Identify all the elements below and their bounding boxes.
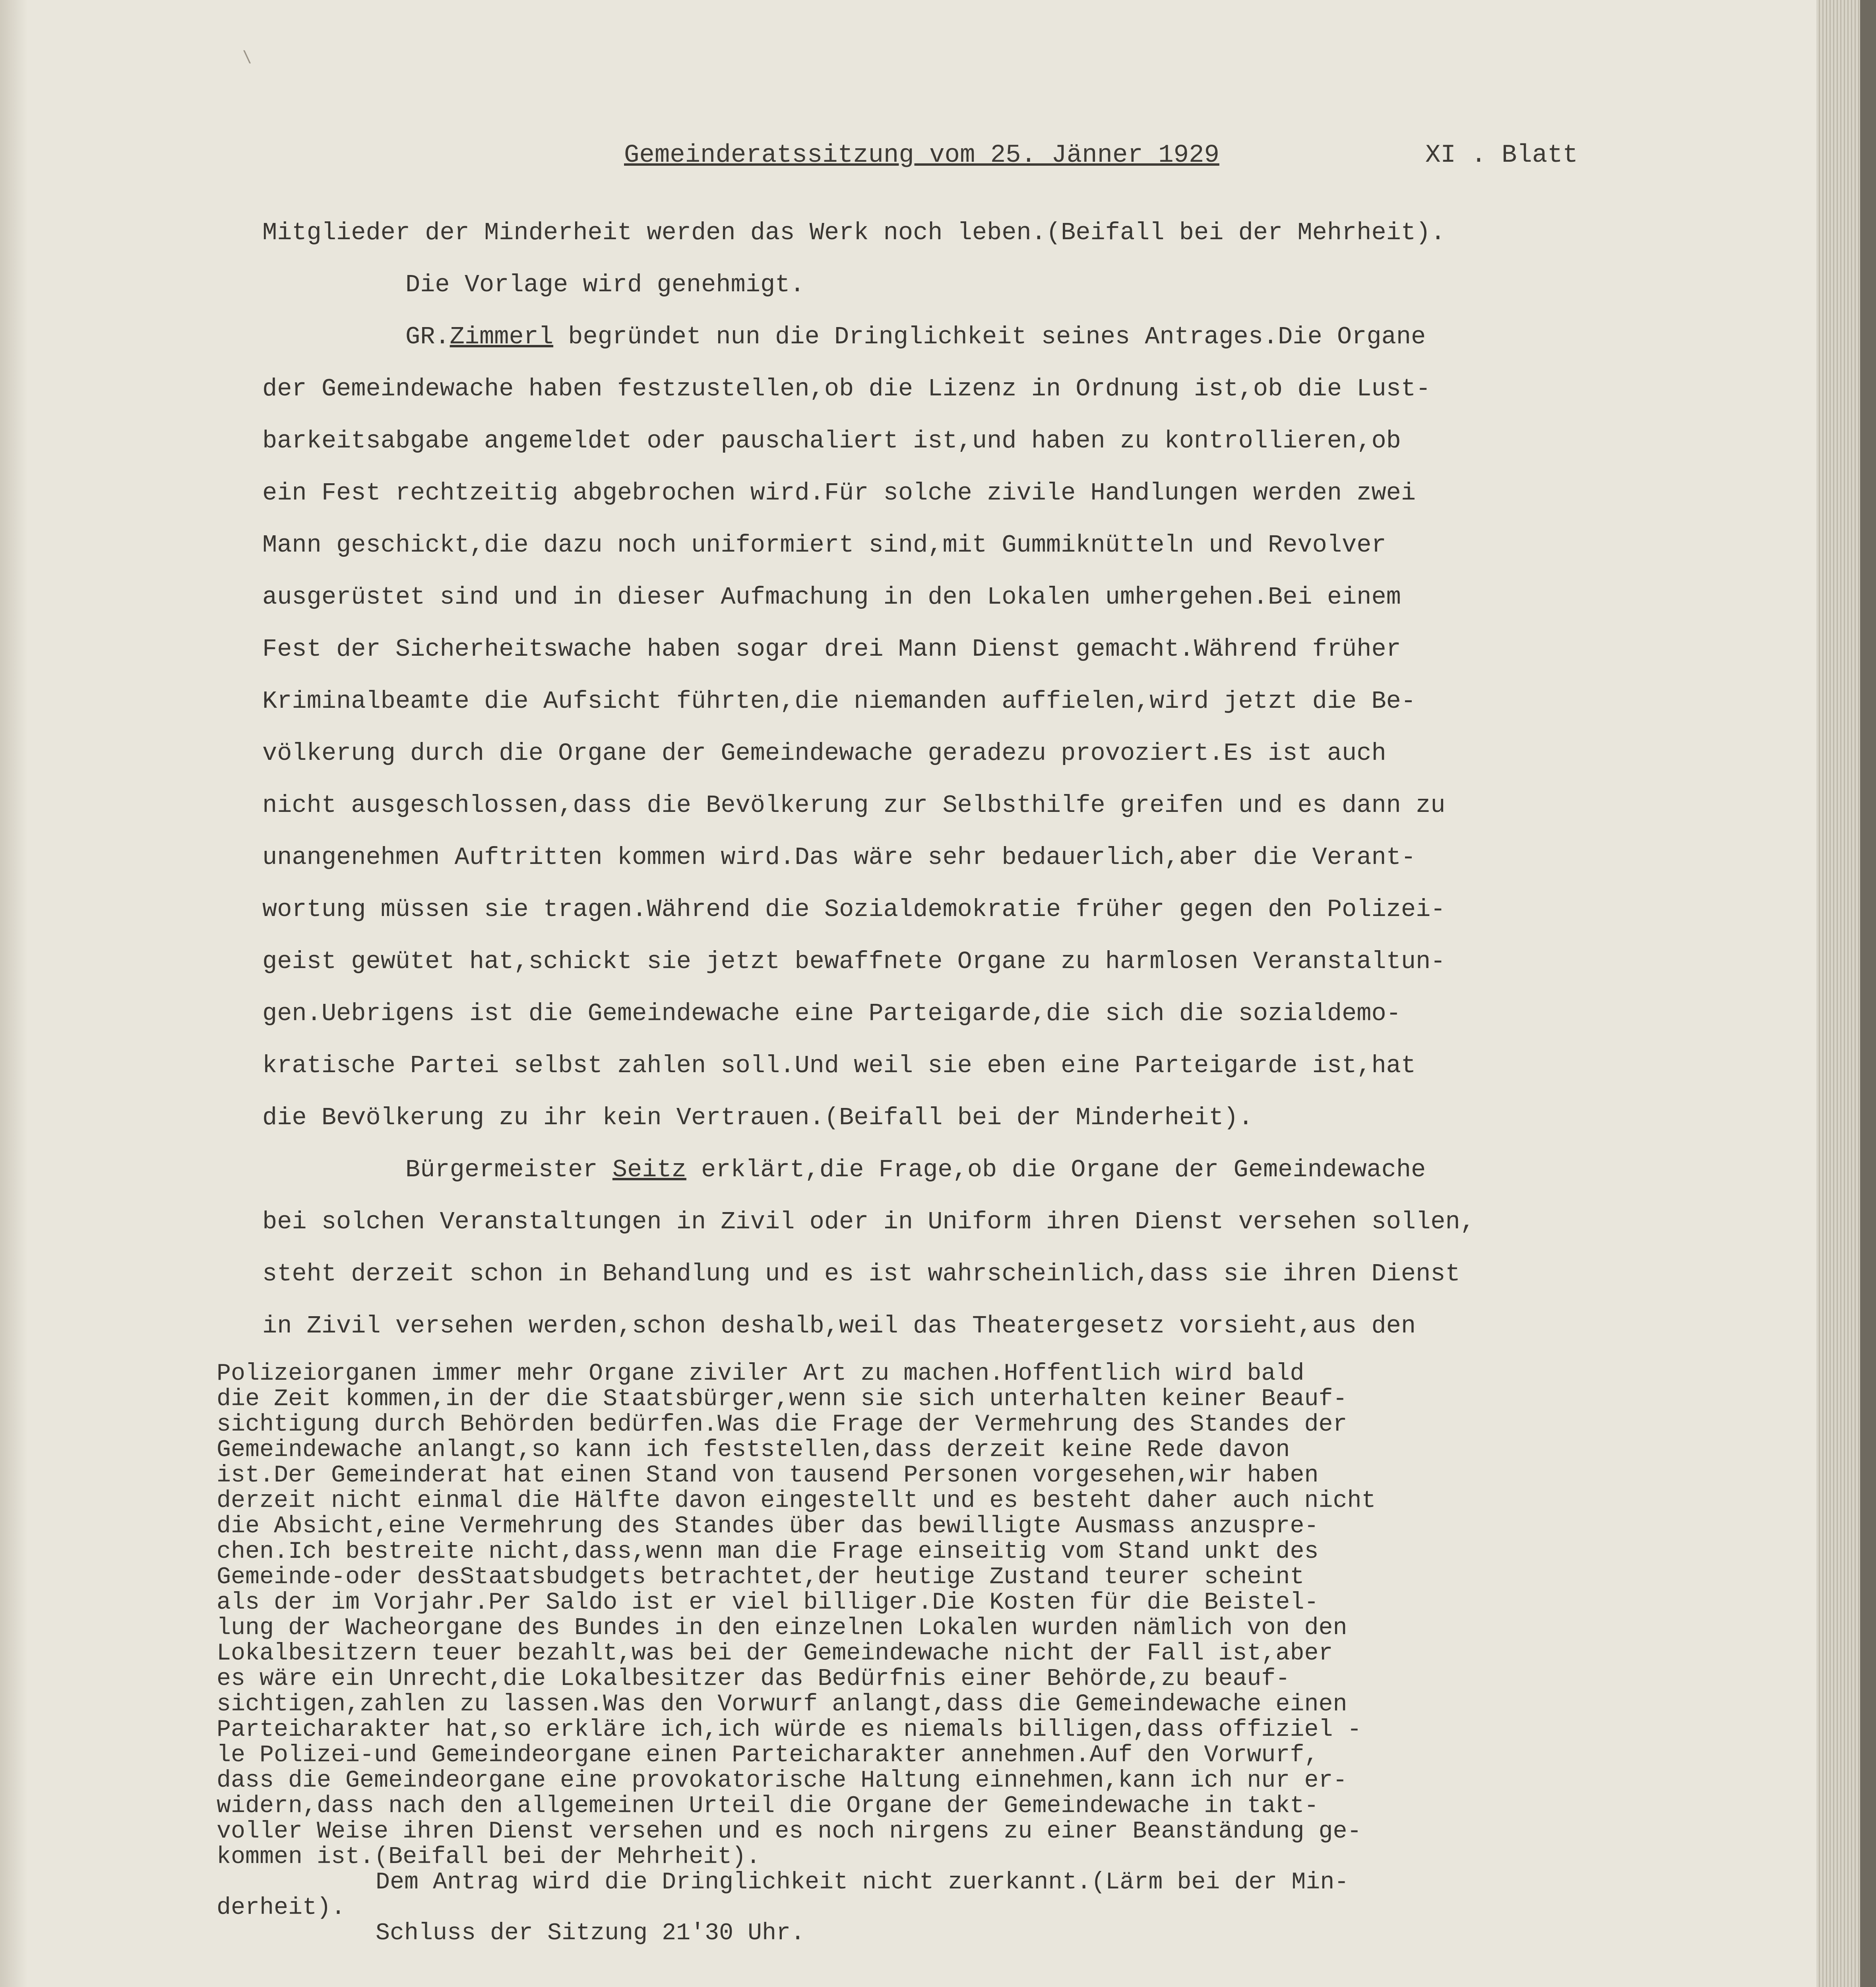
text-line: geist gewütet hat,schickt sie jetzt bewaffnete Organe zu harmlosen Veranstaltun- <box>262 947 1446 976</box>
text-line: sichtigen,zahlen zu lassen.Was den Vorwurf anlangt,dass die Gemeindewache einen <box>217 1691 1347 1718</box>
text-line: bei solchen Veranstaltungen in Zivil oder in Uniform ihren Dienst versehen sollen, <box>262 1208 1475 1236</box>
text-line: le Polizei-und Gemeindeorgane einen Parteicharakter annehmen.Auf den Vorwurf, <box>217 1742 1319 1769</box>
text-line: Fest der Sicherheitswache haben sogar drei Mann Dienst gemacht.Während früher <box>262 635 1401 663</box>
text-line <box>262 311 1582 363</box>
text-line: nicht ausgeschlossen,dass die Bevölkerung zur Selbsthilfe greifen und es dann zu <box>262 791 1446 819</box>
text-line: steht derzeit schon in Behandlung und es ist wahrscheinlich,dass sie ihren Dienst <box>262 1260 1460 1288</box>
text-line: in Zivil versehen werden,schon deshalb,weil das Theatergesetz vorsieht,aus den <box>262 1312 1416 1340</box>
page-stack-shadow <box>1860 0 1876 1987</box>
text-segment: begründet nun die Dringlichkeit seines Antrages.Die Organe <box>553 323 1426 351</box>
text-line: ausgerüstet sind und in dieser Aufmachung in den Lokalen umhergehen.Bei einem <box>262 583 1401 611</box>
text-line: kommen ist.(Beifall bei der Mehrheit). <box>217 1844 761 1871</box>
text-line: Dem Antrag wird die Dringlichkeit nicht zuerkannt.(Lärm bei der Min- <box>376 1869 1349 1896</box>
text-line: Parteicharakter hat,so erkläre ich,ich würde es niemals billigen,dass offiziel - <box>217 1716 1362 1743</box>
session-title: Gemeinderatssitzung vom 25. Jänner 1929 <box>624 141 1219 170</box>
text-line: die Bevölkerung zu ihr kein Vertrauen.(Beifall bei der Minderheit). <box>262 1104 1253 1132</box>
text-line: ein Fest rechtzeitig abgebrochen wird.Für solche zivile Handlungen werden zwei <box>262 479 1416 507</box>
text-line: Mann geschickt,die dazu noch uniformiert sind,mit Gummiknütteln und Revolver <box>262 531 1386 559</box>
text-line: chen.Ich bestreite nicht,dass,wenn man die Frage einseitig vom Stand unkt des <box>217 1538 1319 1565</box>
text-segment: GR. <box>405 323 450 351</box>
text-line: die Zeit kommen,in der die Staatsbürger,wenn sie sich unterhalten keiner Beauf- <box>217 1386 1347 1413</box>
text-segment: Bürgermeister <box>405 1156 612 1184</box>
text-line: Schluss der Sitzung 21'30 Uhr. <box>376 1920 805 1947</box>
text-line: Lokalbesitzern teuer bezahlt,was bei der Gemeindewache nicht der Fall ist,aber <box>217 1640 1333 1667</box>
corner-mark: \ <box>242 48 252 66</box>
text-line: widern,dass nach den allgemeinen Urteil die Organe der Gemeindewache in takt- <box>217 1793 1319 1820</box>
text-line: die Absicht,eine Vermehrung des Standes über das bewilligte Ausmass anzuspre- <box>217 1513 1319 1540</box>
text-line: Polizeiorganen immer mehr Organe ziviler Art zu machen.Hoffentlich wird bald <box>217 1360 1304 1387</box>
text-line: Mitglieder der Minderheit werden das Werk noch leben.(Beifall bei der Mehrheit). <box>262 219 1446 247</box>
text-line: gen.Uebrigens ist die Gemeindewache eine Parteigarde,die sich die sozialdemo- <box>262 999 1401 1028</box>
text-line: Die Vorlage wird genehmigt. <box>405 271 805 299</box>
binding-edge <box>0 0 28 1987</box>
upper-text-block <box>262 207 1582 1352</box>
leaf-number: XI . Blatt <box>1425 141 1578 170</box>
text-line: derzeit nicht einmal die Hälfte davon eingestellt und es besteht daher auch nicht <box>217 1487 1376 1514</box>
text-line <box>262 1144 1582 1196</box>
text-line: völkerung durch die Organe der Gemeindewache geradezu provoziert.Es ist auch <box>262 739 1386 767</box>
text-line: als der im Vorjahr.Per Saldo ist er viel billiger.Die Kosten für die Beistel- <box>217 1589 1319 1616</box>
text-line: wortung müssen sie tragen.Während die Sozialdemokratie früher gegen den Polizei- <box>262 895 1446 924</box>
text-line: es wäre ein Unrecht,die Lokalbesitzer das Bedürfnis einer Behörde,zu beauf- <box>217 1666 1290 1693</box>
text-line: der Gemeindewache haben festzustellen,ob die Lizenz in Ordnung ist,ob die Lust- <box>262 375 1431 403</box>
page-header <box>624 141 1578 181</box>
text-line: derheit). <box>217 1894 346 1921</box>
text-segment: erklärt,die Frage,ob die Organe der Gemeindewache <box>686 1156 1426 1184</box>
text-line: dass die Gemeindeorgane eine provokatorische Haltung einnehmen,kann ich nur er- <box>217 1767 1347 1794</box>
speaker-name: Seitz <box>612 1156 686 1184</box>
lower-text-block <box>217 1361 1584 1946</box>
speaker-name: Zimmerl <box>450 323 554 351</box>
text-line: Gemeinde-oder desStaatsbudgets betrachtet,der heutige Zustand teurer scheint <box>217 1564 1304 1591</box>
text-line: Kriminalbeamte die Aufsicht führten,die niemanden auffielen,wird jetzt die Be- <box>262 687 1416 715</box>
text-line: voller Weise ihren Dienst versehen und es noch nirgens zu einer Beanständung ge- <box>217 1818 1362 1845</box>
text-line: unangenehmen Auftritten kommen wird.Das wäre sehr bedauerlich,aber die Verant- <box>262 843 1416 871</box>
text-line: lung der Wacheorgane des Bundes in den einzelnen Lokalen wurden nämlich von den <box>217 1615 1347 1642</box>
text-line: kratische Partei selbst zahlen soll.Und weil sie eben eine Parteigarde ist,hat <box>262 1052 1416 1080</box>
text-line: barkeitsabgabe angemeldet oder pauschaliert ist,und haben zu kontrollieren,ob <box>262 427 1401 455</box>
text-line: Gemeindewache anlangt,so kann ich feststellen,dass derzeit keine Rede davon <box>217 1437 1290 1464</box>
text-line: sichtigung durch Behörden bedürfen.Was die Frage der Vermehrung des Standes der <box>217 1411 1347 1438</box>
text-line: ist.Der Gemeinderat hat einen Stand von tausend Personen vorgesehen,wir haben <box>217 1462 1319 1489</box>
